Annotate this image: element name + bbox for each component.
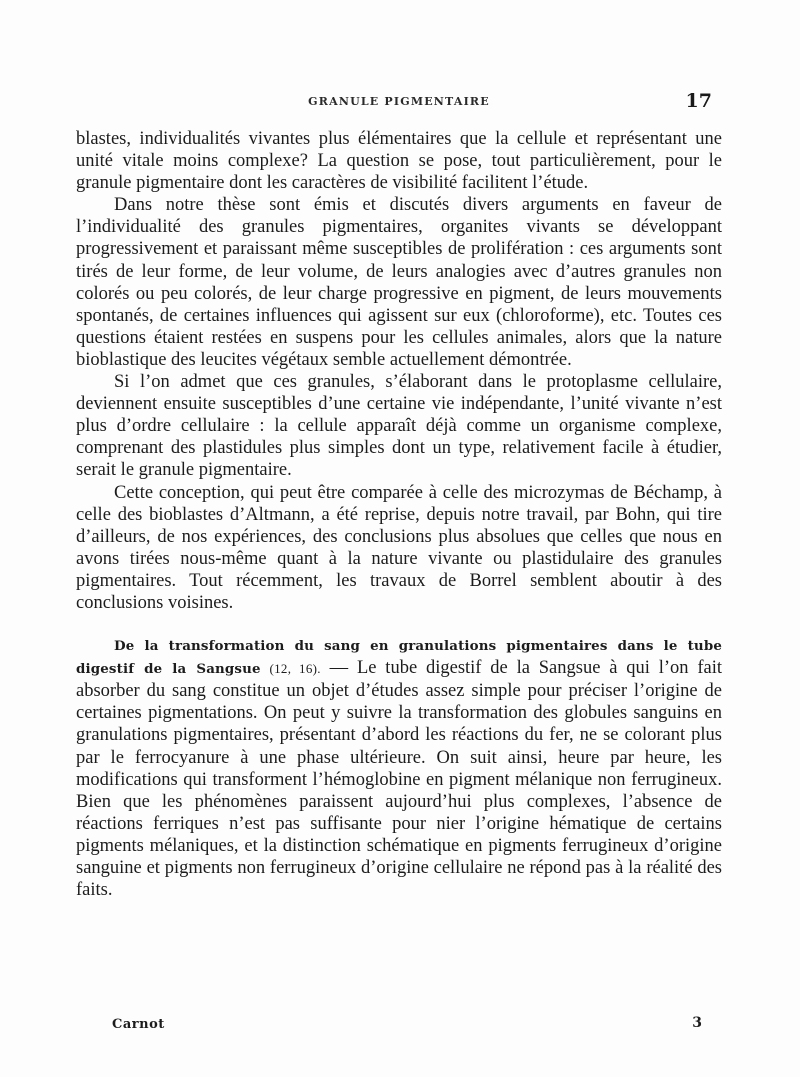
footer-author: Carnot [112,1017,165,1032]
running-title: GRANULE PIGMENTAIRE [308,95,490,108]
signature-mark: 3 [692,1015,702,1031]
running-head [76,92,722,114]
paragraph: Dans notre thèse sont émis et discutés divers arguments en faveur de l’individualité des granules pigmentaires, organites vivants se développant progressivement et paraissant même susceptibles de prolifération : ces arguments sont tirés de leur forme, de leur volume, de leurs analogies avec d’autres granules non colorés ou peu colorés, de leur charge progressive en pigment, de leurs mouvements spontanés, de certaines influences qui agissent sur eux (chloroforme), etc. Toutes ces questions étaient restées en suspens pour les cellules animales, alors que la nature bioblastique des leucites végétaux semble actuellement démontrée. [76,195,722,370]
section-references: (12, 16). [269,661,321,677]
section-title: De la transformation du sang en granulations pigmentaires dans le tube digestif de la Sangsue [76,638,722,678]
paragraph-continuation: blastes, individualités vivantes plus élémentaires que la cellule et représentant une unité vitale moins complexe? La question se pose, tout particulièrement, pour le granule pigmentaire dont les caractères de visibilité facilitent l’étude. [76,129,722,194]
paragraph: Si l’on admet que ces granules, s’élaborant dans le protoplasme cellulaire, deviennent ensuite susceptibles d’une certaine vie indépendante, l’unité vivante n’est plus d’ordre cellulaire : la cellule apparaît déjà comme un organisme complexe, comprenant des plastidules plus simples dont un type, relativement facile à étudier, serait le granule pigmentaire. [76,372,722,481]
page-number: 17 [685,90,712,112]
paragraph: Cette conception, qui peut être comparée à celle des microzymas de Béchamp, à celle des bioblastes d’Altmann, a été reprise, depuis notre travail, par Bohn, qui tire d’ailleurs, de nos expériences, des conclusions plus absolues que celles que nous en avons tirées nous-même quant à la nature vivante ou plastidulaire des granules pigmentaires. Tout récemment, les travaux de Borrel semblent aboutir à des conclusions voisines. [76,482,722,613]
page-footer [76,1015,722,1039]
section-text: — Le tube digestif de la Sangsue à qui l’on fait absorber du sang constitue un objet d’études assez simple pour préciser l’origine de certaines pigmentations. On peut y suivre la transformation des globules sanguins en granulations pigmentaires, présentant d’abord les réactions du fer, ne se colorant plus par le ferrocyanure à une phase ultérieure. On suit ainsi, heure par heure, les modifications qui transforment l’hémoglobine en pigment mélanique non ferrugineux. Bien que les phénomènes paraissent aujourd’hui plus complexes, l’absence de réactions ferriques n’est pas suffisante pour nier l’origine hématique de certains pigments mélaniques, et la distinction schématique en pigments ferrugineux d’origine sanguine et pigments non ferrugineux d’origine cellulaire ne répond pas à la réalité des faits. [76,658,723,901]
section-paragraph [76,634,722,901]
body-text [76,128,722,901]
